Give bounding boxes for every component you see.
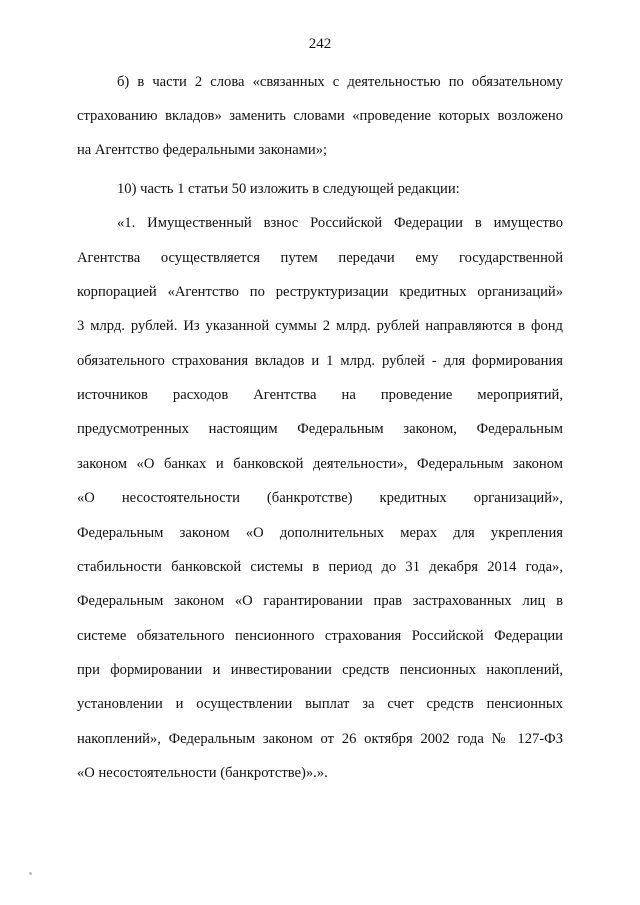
text-line: б) в части 2 слова «связанных с деятельностью по обязательному	[117, 74, 563, 90]
text-line: законом «О банках и банковской деятельности», Федеральным законом	[77, 456, 563, 472]
text-line: источников расходов Агентства на проведение мероприятий,	[77, 387, 563, 403]
text-line: на Агентство федеральными законами»;	[77, 142, 328, 158]
text-line: предусмотренных настоящим Федеральным законом, Федеральным	[77, 421, 563, 437]
text-line: корпорацией «Агентство по реструктуризации кредитных организаций»	[77, 284, 563, 300]
text-line: установлении и осуществлении выплат за счет средств пенсионных	[77, 696, 563, 712]
text-line: Агентства осуществляется путем передачи ему государственной	[77, 250, 563, 266]
text-line: системе обязательного пенсионного страхования Российской Федерации	[77, 628, 563, 644]
text-line: 3 млрд. рублей. Из указанной суммы 2 млрд. рублей направляются в фонд	[77, 318, 563, 334]
page-number: 242	[308, 36, 332, 52]
text-line: обязательного страхования вкладов и 1 млрд. рублей - для формирования	[77, 353, 563, 369]
text-line: «1. Имущественный взнос Российской Федерации в имущество	[117, 215, 563, 231]
scan-artifact	[29, 872, 32, 875]
text-line: Федеральным законом «О дополнительных мерах для укрепления	[77, 525, 563, 541]
text-line: накоплений», Федеральным законом от 26 октября 2002 года № 127-ФЗ	[77, 731, 563, 747]
text-line: «О несостоятельности (банкротстве) кредитных организаций»,	[77, 490, 563, 506]
text-line: при формировании и инвестировании средств пенсионных накоплений,	[77, 662, 563, 678]
text-line: «О несостоятельности (банкротстве)».».	[77, 765, 328, 781]
text-line: страхованию вкладов» заменить словами «проведение которых возложено	[77, 108, 563, 124]
text-line: 10) часть 1 статьи 50 изложить в следующей редакции:	[117, 181, 460, 197]
text-line: стабильности банковской системы в период до 31 декабря 2014 года»,	[77, 559, 563, 575]
text-line: Федеральным законом «О гарантировании прав застрахованных лиц в	[77, 593, 563, 609]
